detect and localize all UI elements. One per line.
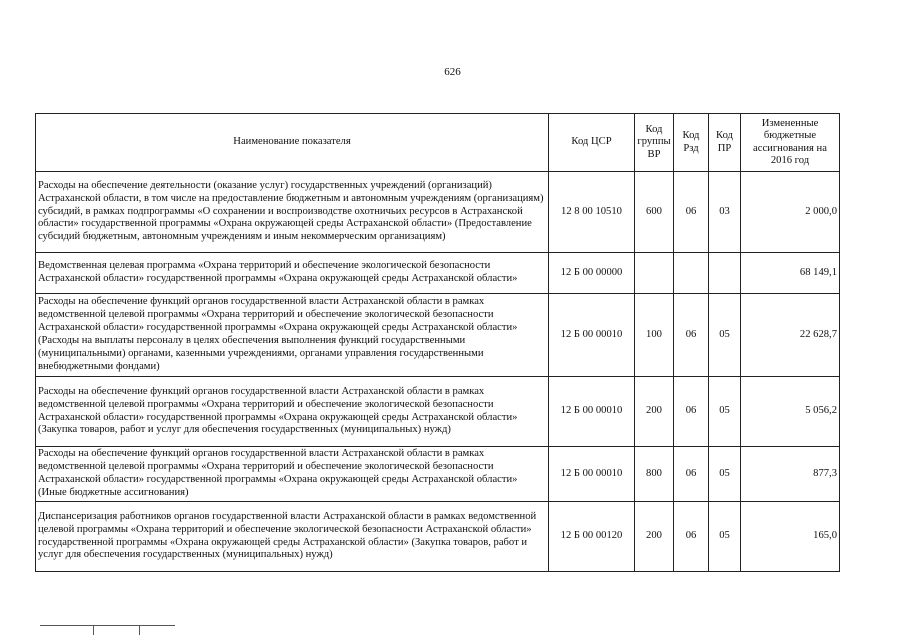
row-rzd: 06	[674, 172, 709, 253]
table-row	[36, 253, 840, 294]
row-rzd: 06	[674, 294, 709, 377]
row-name: Расходы на обеспечение функций органов государственной власти Астраханской области в рамках ведомственной целевой программы «Охрана территорий и обеспечение экологической безопасности Астраханской области» государственной программы «Охрана окружающей среды Астраханской области» (Расходы на выплаты персоналу в целях обеспечения выполнения функций государственными (муниципальными) органами, казенными учреждениями, органами управления государственными внебюджетными фондами)	[36, 294, 549, 377]
row-amount: 165,0	[741, 502, 840, 572]
row-rzd: 06	[674, 502, 709, 572]
row-vr: 600	[635, 172, 674, 253]
header-csr: Код ЦСР	[549, 114, 635, 172]
row-rzd: 06	[674, 447, 709, 502]
row-name: Расходы на обеспечение функций органов государственной власти Астраханской области в рамках ведомственной целевой программы «Охрана территорий и обеспечение экологической безопасности Астраханской области» государственной программы «Охрана окружающей среды Астраханской области» (Иные бюджетные ассигнования)	[36, 447, 549, 502]
row-pr: 05	[709, 447, 741, 502]
row-name: Диспансеризация работников органов государственной власти Астраханской области в рамках ведомственной целевой программы «Охрана территорий и обеспечение экологической безопасности Астраханской области» государственной программы «Охрана окружающей среды Астраханской области» (Закупка товаров, работ и услуг для обеспечения государственных (муниципальных) нужд)	[36, 502, 549, 572]
row-vr	[635, 253, 674, 294]
header-amount: Измененные бюджетные ассигнования на 2016 год	[741, 114, 840, 172]
row-csr: 12 Б 00 00010	[549, 447, 635, 502]
header-name: Наименование показателя	[36, 114, 549, 172]
row-pr: 05	[709, 294, 741, 377]
row-pr: 05	[709, 377, 741, 447]
row-pr	[709, 253, 741, 294]
row-amount: 68 149,1	[741, 253, 840, 294]
row-name: Ведомственная целевая программа «Охрана территорий и обеспечение экологической безопасности Астраханской области» государственной программы «Охрана окружающей среды Астраханской области»	[36, 253, 549, 294]
table-row	[36, 447, 840, 502]
row-vr: 100	[635, 294, 674, 377]
row-pr: 05	[709, 502, 741, 572]
row-pr: 03	[709, 172, 741, 253]
table-header-row	[36, 114, 840, 172]
table-row	[36, 294, 840, 377]
row-rzd: 06	[674, 377, 709, 447]
row-csr: 12 8 00 10510	[549, 172, 635, 253]
row-csr: 12 Б 00 00120	[549, 502, 635, 572]
row-rzd	[674, 253, 709, 294]
row-amount: 22 628,7	[741, 294, 840, 377]
row-amount: 877,3	[741, 447, 840, 502]
table-row	[36, 502, 840, 572]
row-name: Расходы на обеспечение функций органов государственной власти Астраханской области в рамках ведомственной целевой программы «Охрана территорий и обеспечение экологической безопасности Астраханской области» государственной программы «Охрана окружающей среды Астраханской области» (Закупка товаров, работ и услуг для обеспечения государственных (муниципальных) нужд)	[36, 377, 549, 447]
header-vr: Код группы ВР	[635, 114, 674, 172]
table-row	[36, 172, 840, 253]
row-amount: 2 000,0	[741, 172, 840, 253]
footer-rule	[40, 625, 175, 626]
row-name: Расходы на обеспечение деятельности (оказание услуг) государственных учреждений (организаций) Астраханской области, в том числе на предоставление бюджетным и автономным учреждениям (организациям) субсидий, в рамках подпрограммы «О сохранении и воспроизводстве охотничьих ресурсов в Астраханской области» государственной программы «Охрана окружающей среды Астраханской области» (Предоставление субсидий бюджетным, автономным учреждениям и иным некоммерческим организациям)	[36, 172, 549, 253]
table-row	[36, 377, 840, 447]
page-number: 626	[444, 66, 461, 78]
header-pr: Код ПР	[709, 114, 741, 172]
row-csr: 12 Б 00 00010	[549, 294, 635, 377]
row-amount: 5 056,2	[741, 377, 840, 447]
footer-tick	[139, 625, 140, 635]
row-vr: 200	[635, 377, 674, 447]
header-rzd: Код Рзд	[674, 114, 709, 172]
row-csr: 12 Б 00 00000	[549, 253, 635, 294]
footer-tick	[93, 625, 94, 635]
row-vr: 200	[635, 502, 674, 572]
row-csr: 12 Б 00 00010	[549, 377, 635, 447]
budget-table	[35, 113, 840, 572]
row-vr: 800	[635, 447, 674, 502]
